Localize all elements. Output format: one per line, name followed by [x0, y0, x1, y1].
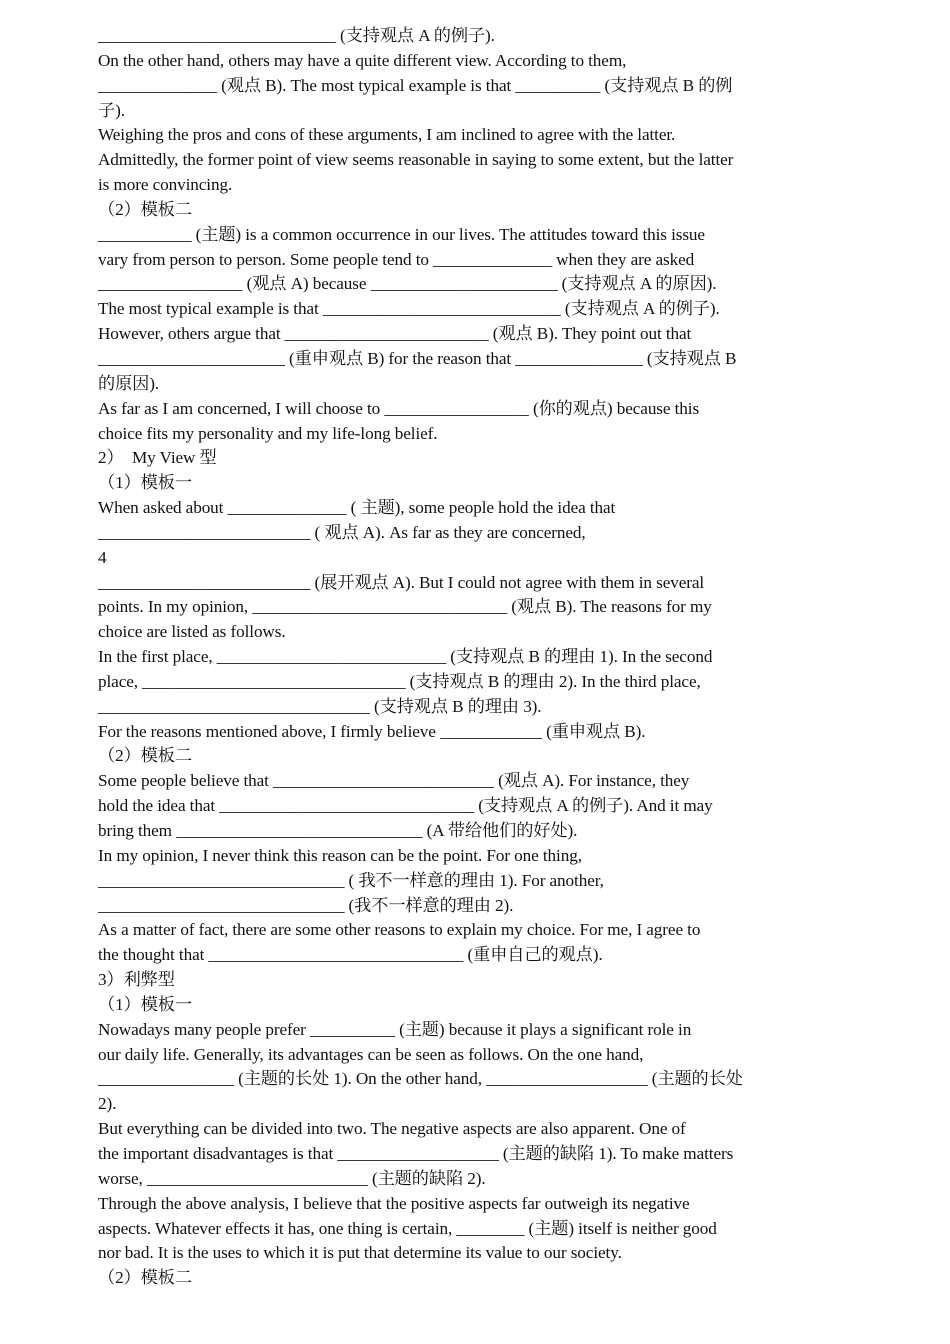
subsection-heading: （2）模板二: [98, 1268, 192, 1288]
text-line: ________________ (主题的长处 1). On the other hand, ___________________ (主题的长处: [98, 1069, 743, 1089]
text-line: In my opinion, I never think this reason can be the point. For one thing,: [98, 845, 582, 865]
text-line: On the other hand, others may have a quite different view. According to them,: [98, 50, 627, 70]
text-line: ______________ (观点 B). The most typical example is that __________ (支持观点 B 的例: [98, 75, 733, 95]
text-line: hold the idea that ______________________________ (支持观点 A 的例子). And it may: [98, 796, 713, 816]
text-line: _________________ (观点 A) because ______________________ (支持观点 A 的原因).: [98, 274, 717, 294]
text-line: vary from person to person. Some people tend to ______________ when they are asked: [98, 249, 695, 269]
text-line: aspects. Whatever effects it has, one thing is certain, ________ (主题) itself is neither good: [98, 1218, 717, 1238]
text-line: the important disadvantages is that ___________________ (主题的缺陷 1). To make matters: [98, 1143, 734, 1163]
text-line: _________________________ (展开观点 A). But I could not agree with them in several: [98, 572, 705, 592]
text-line: Weighing the pros and cons of these arguments, I am inclined to agree with the latter.: [98, 125, 676, 145]
text-line: Admittedly, the former point of view seems reasonable in saying to some extent, but the latter: [98, 150, 734, 170]
text-line: In the first place, ___________________________ (支持观点 B 的理由 1). In the second: [98, 647, 713, 667]
text-line: _________________________ ( 观点 A). As far as they are concerned,: [98, 522, 586, 542]
text-line: our daily life. Generally, its advantages can be seen as follows. On the one hand,: [98, 1044, 644, 1064]
text-line: ________________________________ (支持观点 B 的理由 3).: [98, 696, 542, 716]
text-line: 子).: [98, 100, 125, 120]
text-line: But everything can be divided into two. The negative aspects are also apparent. One of: [98, 1119, 686, 1139]
section-heading: 3）利弊型: [98, 970, 175, 990]
text-line: points. In my opinion, ______________________________ (观点 B). The reasons for my: [98, 597, 712, 617]
subsection-heading: （2）模板二: [98, 199, 192, 219]
subsection-heading: （2）模板二: [98, 746, 192, 766]
text-line: the thought that ______________________________ (重申自己的观点).: [98, 945, 603, 965]
text-line: _____________________________ (我不一样意的理由 2).: [98, 895, 514, 915]
text-line: Some people believe that __________________________ (观点 A). For instance, they: [98, 771, 690, 791]
subsection-heading: （1）模板一: [98, 473, 192, 493]
text-line: The most typical example is that ____________________________ (支持观点 A 的例子).: [98, 299, 720, 319]
text-line: 的原因).: [98, 373, 160, 393]
text-line: ___________ (主题) is a common occurrence in our lives. The attitudes toward this issue: [98, 224, 705, 244]
text-line: choice fits my personality and my life-long belief.: [98, 423, 438, 443]
text-line: Nowadays many people prefer __________ (主题) because it plays a significant role in: [98, 1019, 692, 1039]
text-line: When asked about ______________ ( 主题), some people hold the idea that: [98, 498, 616, 518]
text-line: bring them _____________________________ (A 带给他们的好处).: [98, 821, 578, 840]
text-line: For the reasons mentioned above, I firmly believe ____________ (重申观点 B).: [98, 721, 646, 741]
text-line: ______________________ (重申观点 B) for the reason that _______________ (支持观点 B: [98, 348, 737, 368]
subsection-heading: （1）模板一: [98, 994, 192, 1014]
text-line: _____________________________ ( 我不一样意的理由 1). For another,: [98, 870, 604, 890]
text-line: place, _______________________________ (支持观点 B 的理由 2). In the third place,: [98, 671, 701, 691]
text-line: However, others argue that ________________________ (观点 B). They point out that: [98, 324, 692, 344]
text-line: choice are listed as follows.: [98, 622, 286, 642]
text-line: 2).: [98, 1094, 117, 1114]
page-number: 4: [98, 547, 107, 567]
text-line: nor bad. It is the uses to which it is put that determine its value to our society.: [98, 1243, 622, 1263]
text-line: Through the above analysis, I believe that the positive aspects far outweigh its negative: [98, 1193, 690, 1213]
text-line: As a matter of fact, there are some other reasons to explain my choice. For me, I agree to: [98, 920, 701, 940]
text-line: worse, __________________________ (主题的缺陷 2).: [98, 1168, 486, 1188]
text-line: As far as I am concerned, I will choose to _________________ (你的观点) because this: [98, 398, 700, 418]
section-heading: 2） My View 型: [98, 448, 217, 468]
text-line: ____________________________ (支持观点 A 的例子).: [98, 26, 495, 45]
text-line: is more convincing.: [98, 175, 233, 195]
document-body: [98, 24, 838, 1291]
